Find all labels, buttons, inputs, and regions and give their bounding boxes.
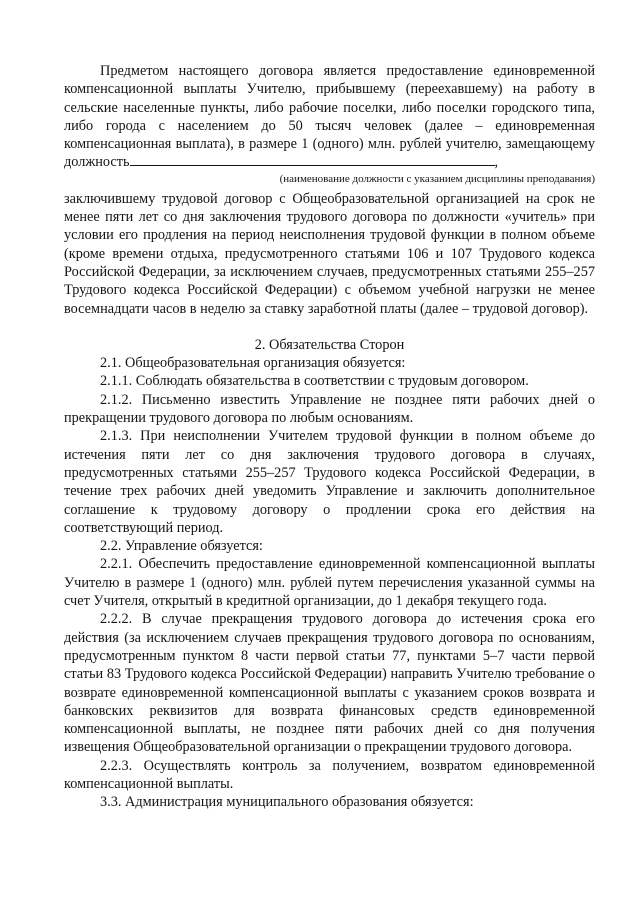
clause-2-1-1: 2.1.1. Соблюдать обязательства в соответствии с трудовым договором. — [100, 373, 529, 390]
clause-2-1-3: 2.1.3. При неисполнении Учителем трудовой функции в полном объеме до истечения пяти лет со дня заключения трудового договора в случаях, предусмотренных статьями 255–257 Трудового кодекса Российской Федерации, в течение трех рабочих дней уведомить Управление и заключить дополнительное соглашение к трудовому договору о продлении срока его действия на соответствующий период. — [64, 428, 595, 536]
spacer — [64, 318, 595, 336]
clause-2-1-2: 2.1.2. Письменно известить Управление не позднее пяти рабочих дней о прекращении трудового договора по любым основаниям. — [64, 391, 595, 427]
clause-2-2-1: 2.2.1. Обеспечить предоставление единовременной компенсационной выплаты Учителю в размере 1 (одного) млн. рублей путем перечисления указанной суммы на счет Учителя, открытый в кредитной организации, до 1 декабря текущего года. — [64, 556, 595, 610]
clause-2-2-3: 2.2.3. Осуществлять контроль за получением, возвратом единовременной компенсационной выплаты. — [64, 757, 595, 792]
section-heading: 2. Обязательства Сторон — [254, 336, 405, 353]
position-caption: (наименование должности с указанием дисциплины преподавания) — [279, 172, 595, 185]
clause-2-2: 2.2. Управление обязуется: — [100, 538, 263, 555]
preamble-continuation: заключившему трудовой договор с Общеобразовательной организацией на срок не менее пяти лет со дня заключения трудового договора по должности «учитель» при условии его продления на период неисполнения трудовой функции в полном объеме (кроме времени отдыха, предусмотренного статьями 106 и 107 Трудового кодекса Российской Федерации, за исключением случаев, предусмотренных статьями 255–257 Трудового кодекса Российской Федерации) с объемом учебной нагрузки не менее восемнадцати часов в неделю за ставку заработной платы (далее – трудовой договор). — [64, 190, 595, 317]
clause-2-1: 2.1. Общеобразовательная организация обязуется: — [100, 355, 406, 372]
preamble-paragraph — [64, 62, 595, 172]
clause-2-2-2: 2.2.2. В случае прекращения трудового договора до истечения срока его действия (за исключением случаев прекращения трудового договора по основаниям, предусмотренным пунктом 8 части первой статьи 77, пунктами 5–7 части первой статьи 83 Трудового кодекса Российской Федерации) направить Учителю требование о возврате единовременной компенсационной выплаты с указанием сроков возврата и банковских реквизитов для возврата финансовых средств единовременной компенсационной выплаты, не позднее пяти рабочих дней со дня получения извещения Общеобразовательной организации о прекращении трудового договора. — [64, 611, 595, 756]
clause-2-3: 3.3. Администрация муниципального образования обязуется: — [100, 794, 474, 811]
position-blank-line — [130, 153, 495, 166]
preamble-comma: , — [494, 154, 499, 171]
preamble-text: Предметом настоящего договора является предоставление единовременной компенсационной выплаты Учителю, прибывшему (переехавшему) на работу в сельские населенные пункты, либо рабочие поселки, либо поселки городского типа, либо города с населением до 50 тысяч человек (далее – единовременная компенсационная выплата), в размере 1 (одного) млн. рублей учителю, замещающему должность — [64, 63, 595, 171]
